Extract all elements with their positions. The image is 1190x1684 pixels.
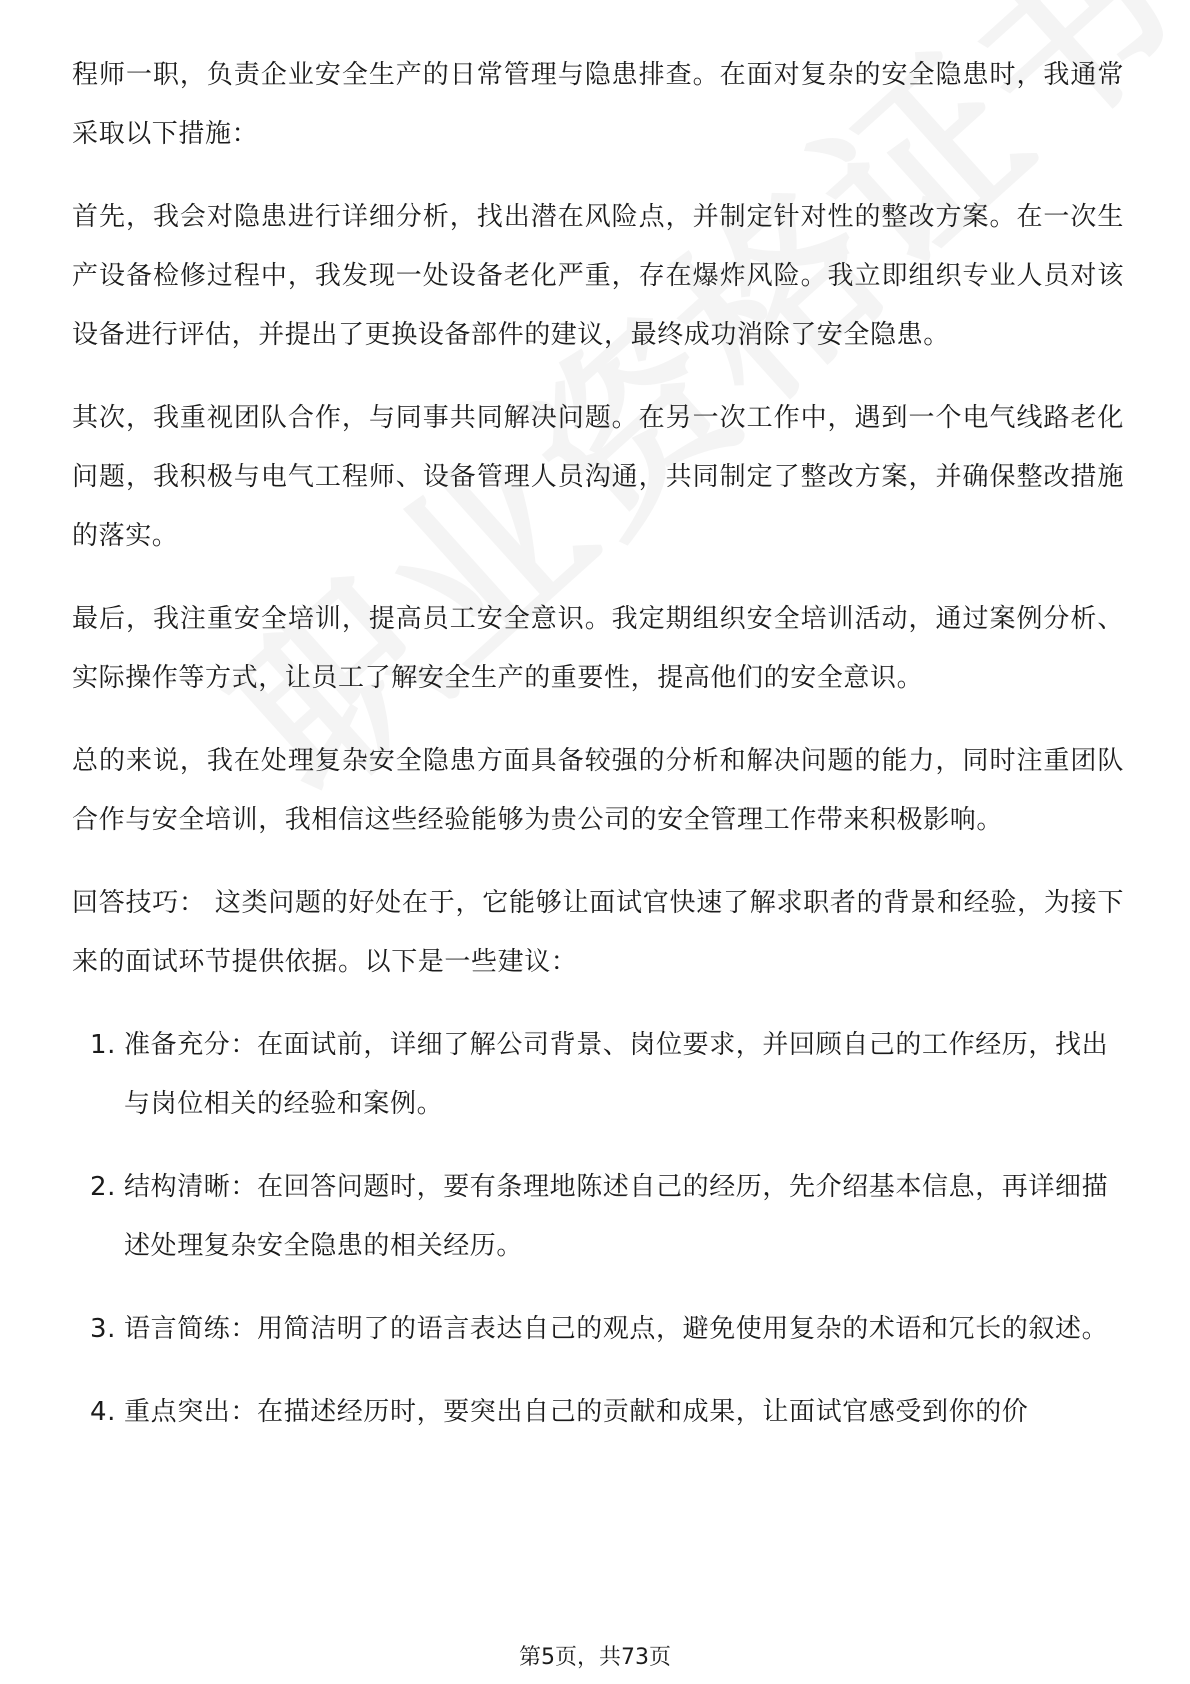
paragraph-last: 最后，我注重安全培训，提高员工安全意识。我定期组织安全培训活动，通过案例分析、实际操作等方式，让员工了解安全生产的重要性，提高他们的安全意识。 [72,604,1124,693]
list-number: 3. [90,1314,117,1344]
list-number: 1. [90,1030,117,1060]
list-number: 4. [90,1397,117,1427]
paragraph-first: 首先，我会对隐患进行详细分析，找出潜在风险点，并制定针对性的整改方案。在一次生产设备检修过程中，我发现一处设备老化严重，存在爆炸风险。我立即组织专业人员对该设备进行评估，并提出了更换设备部件的建议，最终成功消除了安全隐患。 [72,202,1124,350]
list-text: 结构清晰：在回答问题时，要有条理地陈述自己的经历，先介绍基本信息，再详细描述处理复杂安全隐患的相关经历。 [124,1172,1109,1261]
tips-list [72,1016,1124,1442]
paragraph-second: 其次，我重视团队合作，与同事共同解决问题。在另一次工作中，遇到一个电气线路老化问题，我积极与电气工程师、设备管理人员沟通，共同制定了整改方案，并确保整改措施的落实。 [72,403,1124,551]
list-item [72,1016,1124,1134]
paragraph-summary: 总的来说，我在处理复杂安全隐患方面具备较强的分析和解决问题的能力，同时注重团队合作与安全培训，我相信这些经验能够为贵公司的安全管理工作带来积极影响。 [72,746,1124,835]
list-item [72,1158,1124,1276]
list-number: 2. [90,1172,117,1202]
page-footer: 第5页，共73页 [519,1645,671,1670]
document-body [72,46,1124,1466]
list-item [72,1383,1124,1442]
list-text: 准备充分：在面试前，详细了解公司背景、岗位要求，并回顾自己的工作经历，找出与岗位相关的经验和案例。 [124,1030,1109,1119]
list-text: 重点突出：在描述经历时，要突出自己的贡献和成果，让面试官感受到你的价 [124,1397,1029,1427]
list-item [72,1300,1124,1359]
list-text: 语言简练：用简洁明了的语言表达自己的观点，避免使用复杂的术语和冗长的叙述。 [124,1314,1109,1344]
paragraph-intro: 程师一职，负责企业安全生产的日常管理与隐患排查。在面对复杂的安全隐患时，我通常采取以下措施： [72,60,1124,149]
paragraph-tips: 回答技巧： 这类问题的好处在于，它能够让面试官快速了解求职者的背景和经验，为接下来的面试环节提供依据。以下是一些建议： [72,888,1124,977]
